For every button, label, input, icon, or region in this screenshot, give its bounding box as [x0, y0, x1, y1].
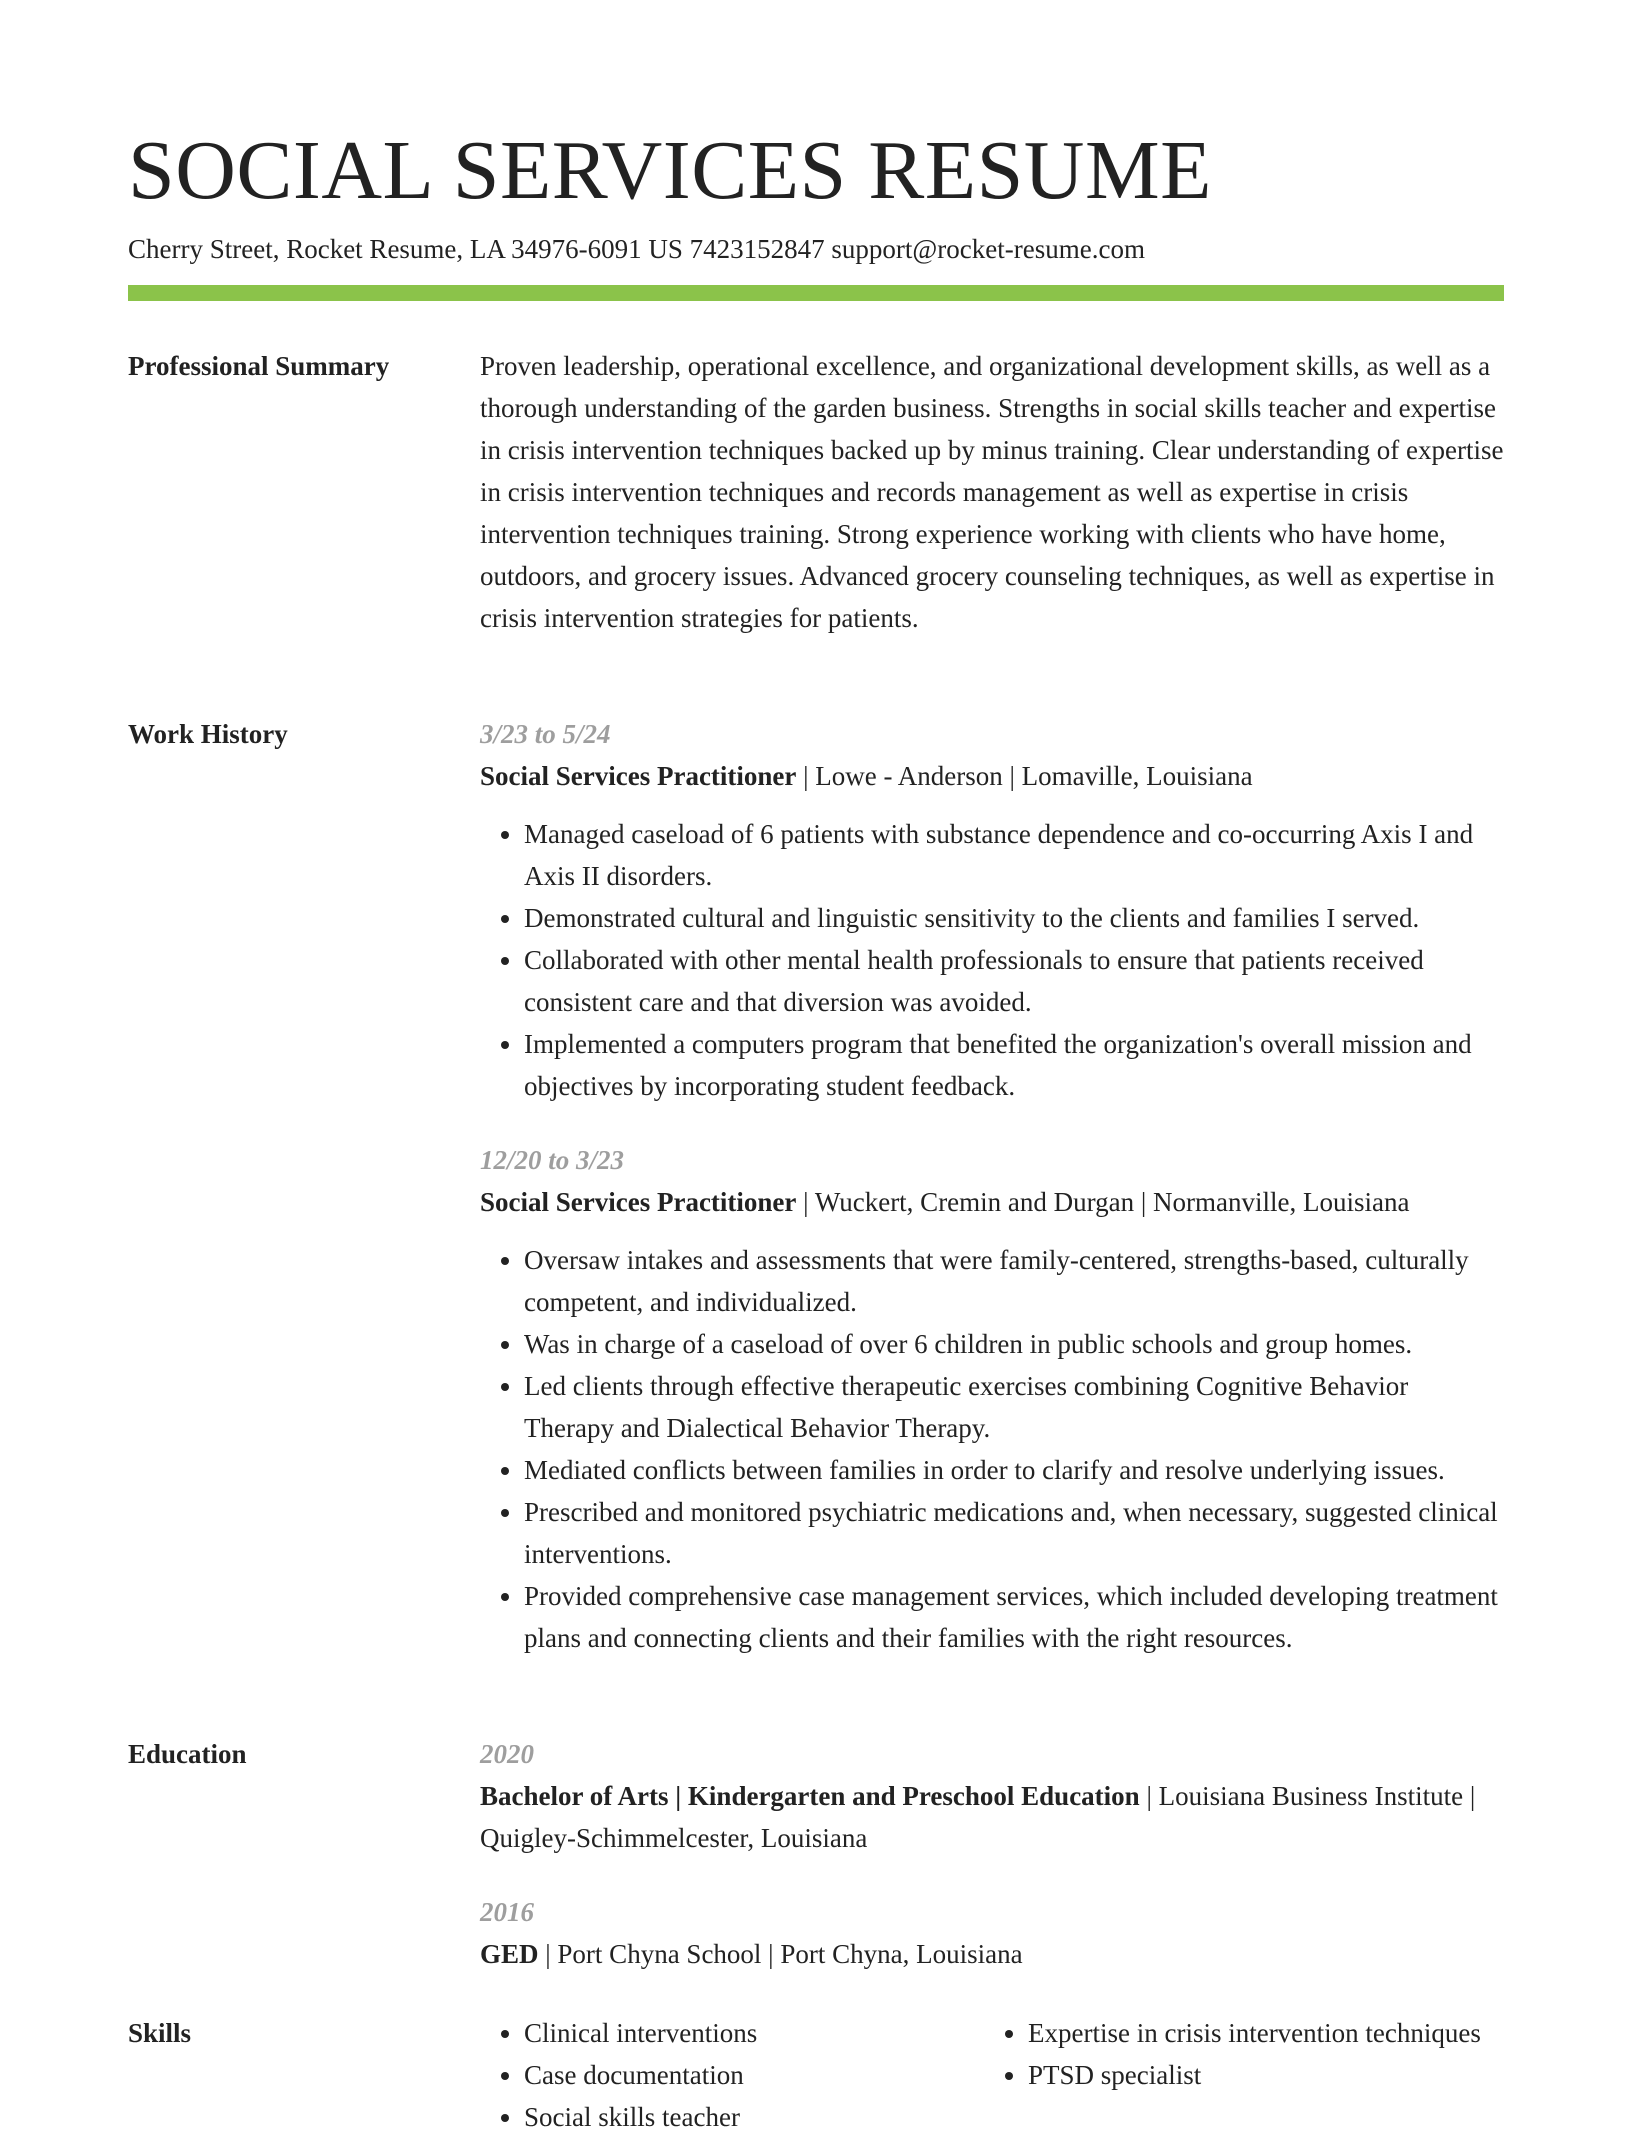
- list-item: • Implemented a computers program that benefited the organization's overall mission and objectives by incorporating student feedback.: [524, 1023, 1504, 1107]
- education-entry: [480, 1891, 1504, 1975]
- job-dates: 12/20 to 3/23: [480, 1145, 625, 1175]
- job-title: Social Services Practitioner: [480, 1187, 797, 1217]
- job-bullets: [480, 813, 1504, 1107]
- skills-body: [480, 2012, 1504, 2138]
- list-item: • Expertise in crisis intervention techniques: [1028, 2012, 1488, 2054]
- degree-title: Bachelor of Arts | Kindergarten and Preschool Education: [480, 1781, 1140, 1811]
- job-entry: [480, 713, 1504, 1107]
- job-heading: [480, 755, 1504, 797]
- section-title-summary: Professional Summary: [128, 351, 390, 381]
- work-history-body: [480, 713, 1504, 1659]
- list-item: • Managed caseload of 6 patients with substance dependence and co-occurring Axis I and Axis II disorders.: [524, 813, 1504, 897]
- degree-title: GED: [480, 1939, 539, 1969]
- summary-body: [480, 345, 1504, 639]
- section-title-work-history: Work History: [128, 719, 288, 749]
- entry-spacer: [480, 1107, 1504, 1139]
- job-details: | Lowe - Anderson | Lomaville, Louisiana: [796, 761, 1253, 791]
- list-item: • PTSD specialist: [1028, 2054, 1488, 2096]
- list-item: • Social skills teacher: [524, 2096, 984, 2138]
- section-title-skills: Skills: [128, 2018, 192, 2048]
- list-item: • Provided comprehensive case management services, which included developing treatment plans and connecting clients and their families with the right resources.: [524, 1575, 1504, 1659]
- job-dates: 3/23 to 5/24: [480, 719, 611, 749]
- job-entry: [480, 1139, 1504, 1659]
- list-item: • Oversaw intakes and assessments that were family-centered, strengths-based, culturally competent, and individualized.: [524, 1239, 1504, 1323]
- list-item: • Demonstrated cultural and linguistic sensitivity to the clients and families I served.: [524, 897, 1504, 939]
- education-entry: [480, 1733, 1504, 1859]
- resume-title: SOCIAL SERVICES RESUME: [128, 124, 1212, 217]
- skills-column-right: [984, 2012, 1488, 2138]
- skills-column-left: [480, 2012, 984, 2138]
- education-year: 2016: [480, 1897, 534, 1927]
- education-heading: [480, 1775, 1504, 1859]
- summary-text: Proven leadership, operational excellence, and organizational development skills, as well as a thorough understanding of the garden business. Strengths in social skills teacher and expertise in crisis intervention techniques backed up by minus training. Clear understanding of expertise in crisis intervention techniques and records management as well as expertise in crisis intervention techniques training. Strong experience working with clients who have home, outdoors, and grocery issues. Advanced grocery counseling techniques, as well as expertise in crisis intervention strategies for patients.: [480, 351, 1504, 633]
- list-item: • Collaborated with other mental health professionals to ensure that patients received consistent care and that diversion was avoided.: [524, 939, 1504, 1023]
- job-details: | Wuckert, Cremin and Durgan | Normanville, Louisiana: [796, 1187, 1410, 1217]
- job-heading: [480, 1181, 1504, 1223]
- skills-columns: [480, 2012, 1504, 2138]
- skills-list-left: [480, 2012, 984, 2138]
- section-title-education: Education: [128, 1739, 247, 1769]
- list-item: • Mediated conflicts between families in order to clarify and resolve underlying issues.: [524, 1449, 1504, 1491]
- header-divider: [128, 285, 1504, 301]
- list-item: • Clinical interventions: [524, 2012, 984, 2054]
- list-item: • Prescribed and monitored psychiatric medications and, when necessary, suggested clinical interventions.: [524, 1491, 1504, 1575]
- education-heading: [480, 1933, 1504, 1975]
- list-item: • Case documentation: [524, 2054, 984, 2096]
- job-bullets: [480, 1239, 1504, 1659]
- skills-list-right: [984, 2012, 1488, 2096]
- education-body: [480, 1733, 1504, 1975]
- list-item: • Was in charge of a caseload of over 6 children in public schools and group homes.: [524, 1323, 1504, 1365]
- education-details: | Louisiana Business Institute | Quigley-Schimmelcester, Louisiana: [480, 1781, 1476, 1853]
- contact-line: Cherry Street, Rocket Resume, LA 34976-6091 US 7423152847 support@rocket-resume.com: [128, 234, 1145, 264]
- education-details: | Port Chyna School | Port Chyna, Louisiana: [538, 1939, 1023, 1969]
- list-item: • Led clients through effective therapeutic exercises combining Cognitive Behavior Therapy and Dialectical Behavior Therapy.: [524, 1365, 1504, 1449]
- entry-spacer: [480, 1859, 1504, 1891]
- education-year: 2020: [480, 1739, 534, 1769]
- job-title: Social Services Practitioner: [480, 761, 797, 791]
